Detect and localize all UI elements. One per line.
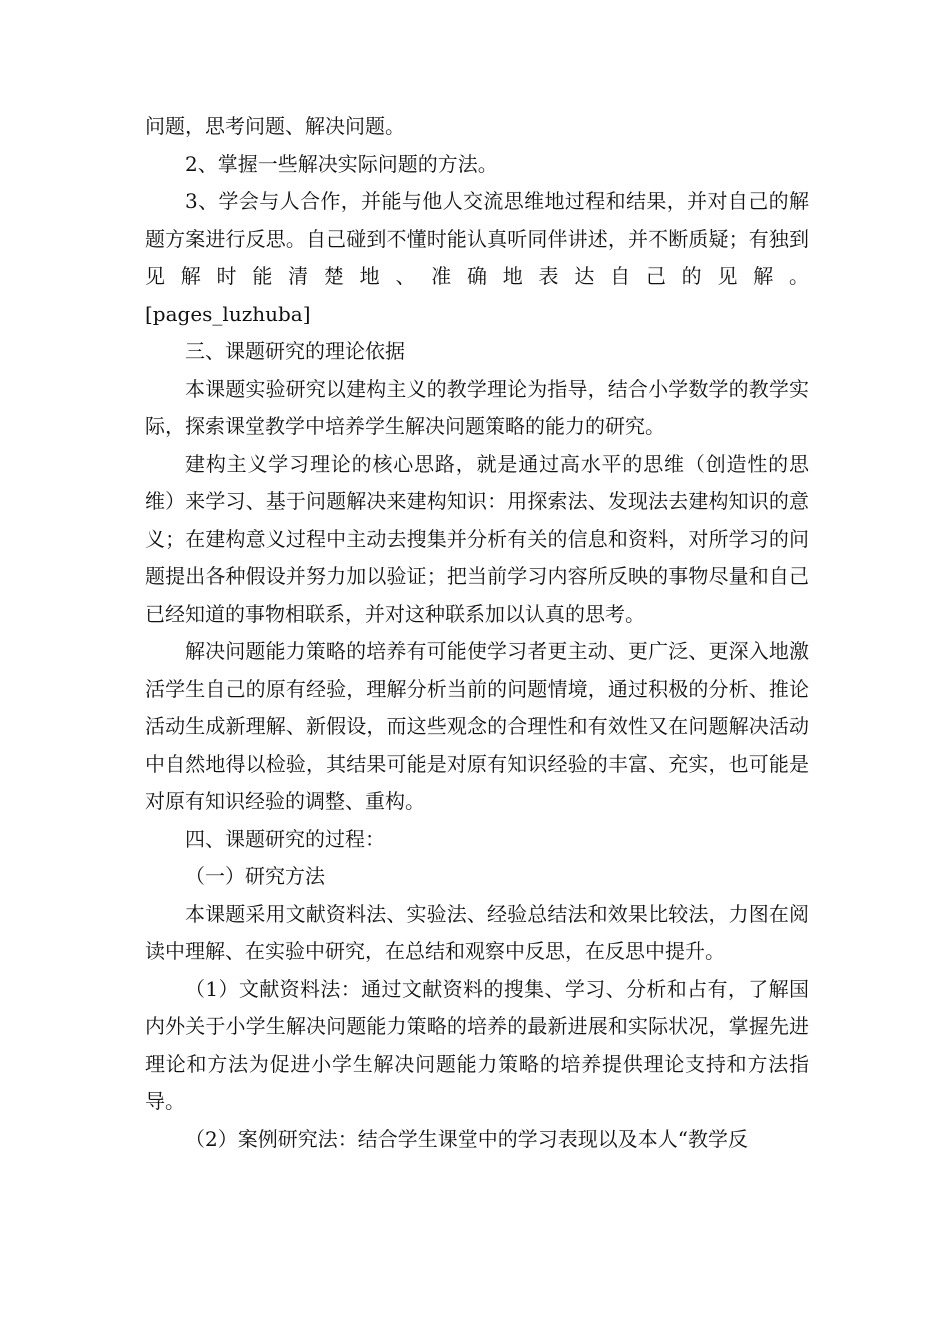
- paragraph-goal-3: 3、学会与人合作，并能与他人交流思维地过程和结果，并对自己的解题方案进行反思。自己碰到不懂时能认真听同伴讲述，并不断质疑；有独到见解时能清楚地、准确地表达自己的见解。: [145, 189, 809, 288]
- paragraph-continuation: 问题，思考问题、解决问题。: [145, 114, 405, 138]
- subsection-heading-methods: （一）研究方法: [185, 864, 325, 888]
- section-heading-theory: 三、课题研究的理论依据: [185, 339, 405, 363]
- paragraph-theory-intro: 本课题实验研究以建构主义的教学理论为指导，结合小学数学的教学实际，探索课堂教学中培养学生解决问题策略的能力的研究。: [145, 376, 809, 438]
- paragraph-methods: 本课题采用文献资料法、实验法、经验总结法和效果比较法，力图在阅读中理解、在实验中研究，在总结和观察中反思，在反思中提升。: [145, 901, 809, 963]
- paragraph-constructivism: 建构主义学习理论的核心思路，就是通过高水平的思维（创造性的思维）来学习、基于问题解决来建构知识：用探索法、发现法去建构知识的意义；在建构意义过程中主动去搜集并分析有关的信息和资料，对所学习的问题提出各种假设并努力加以验证；把当前学习内容所反映的事物尽量和自己已经知道的事物相联系，并对这种联系加以认真的思考。: [145, 451, 809, 626]
- page-marker: [pages_luzhuba]: [145, 301, 311, 326]
- paragraph-case-method: （2）案例研究法：结合学生课堂中的学习表现以及本人“教学反: [185, 1126, 748, 1151]
- paragraph-literature-method: （1）文献资料法：通过文献资料的搜集、学习、分析和占有，了解国内外关于小学生解决问题能力策略的培养的最新进展和实际状况，掌握先进理论和方法为促进小学生解决问题能力策略的培养提供理论支持和方法指导。: [145, 976, 809, 1113]
- paragraph-goal-2: 2、掌握一些解决实际问题的方法。: [185, 151, 498, 176]
- document-page: [145, 108, 809, 1158]
- paragraph-strategy: 解决问题能力策略的培养有可能使学习者更主动、更广泛、更深入地激活学生自己的原有经验，理解分析当前的问题情境，通过积极的分析、推论活动生成新理解、新假设，而这些观念的合理性和有效性又在问题解决活动中自然地得以检验，其结果可能是对原有知识经验的丰富、充实，也可能是对原有知识经验的调整、重构。: [145, 639, 809, 813]
- section-heading-process: 四、课题研究的过程：: [185, 826, 385, 851]
